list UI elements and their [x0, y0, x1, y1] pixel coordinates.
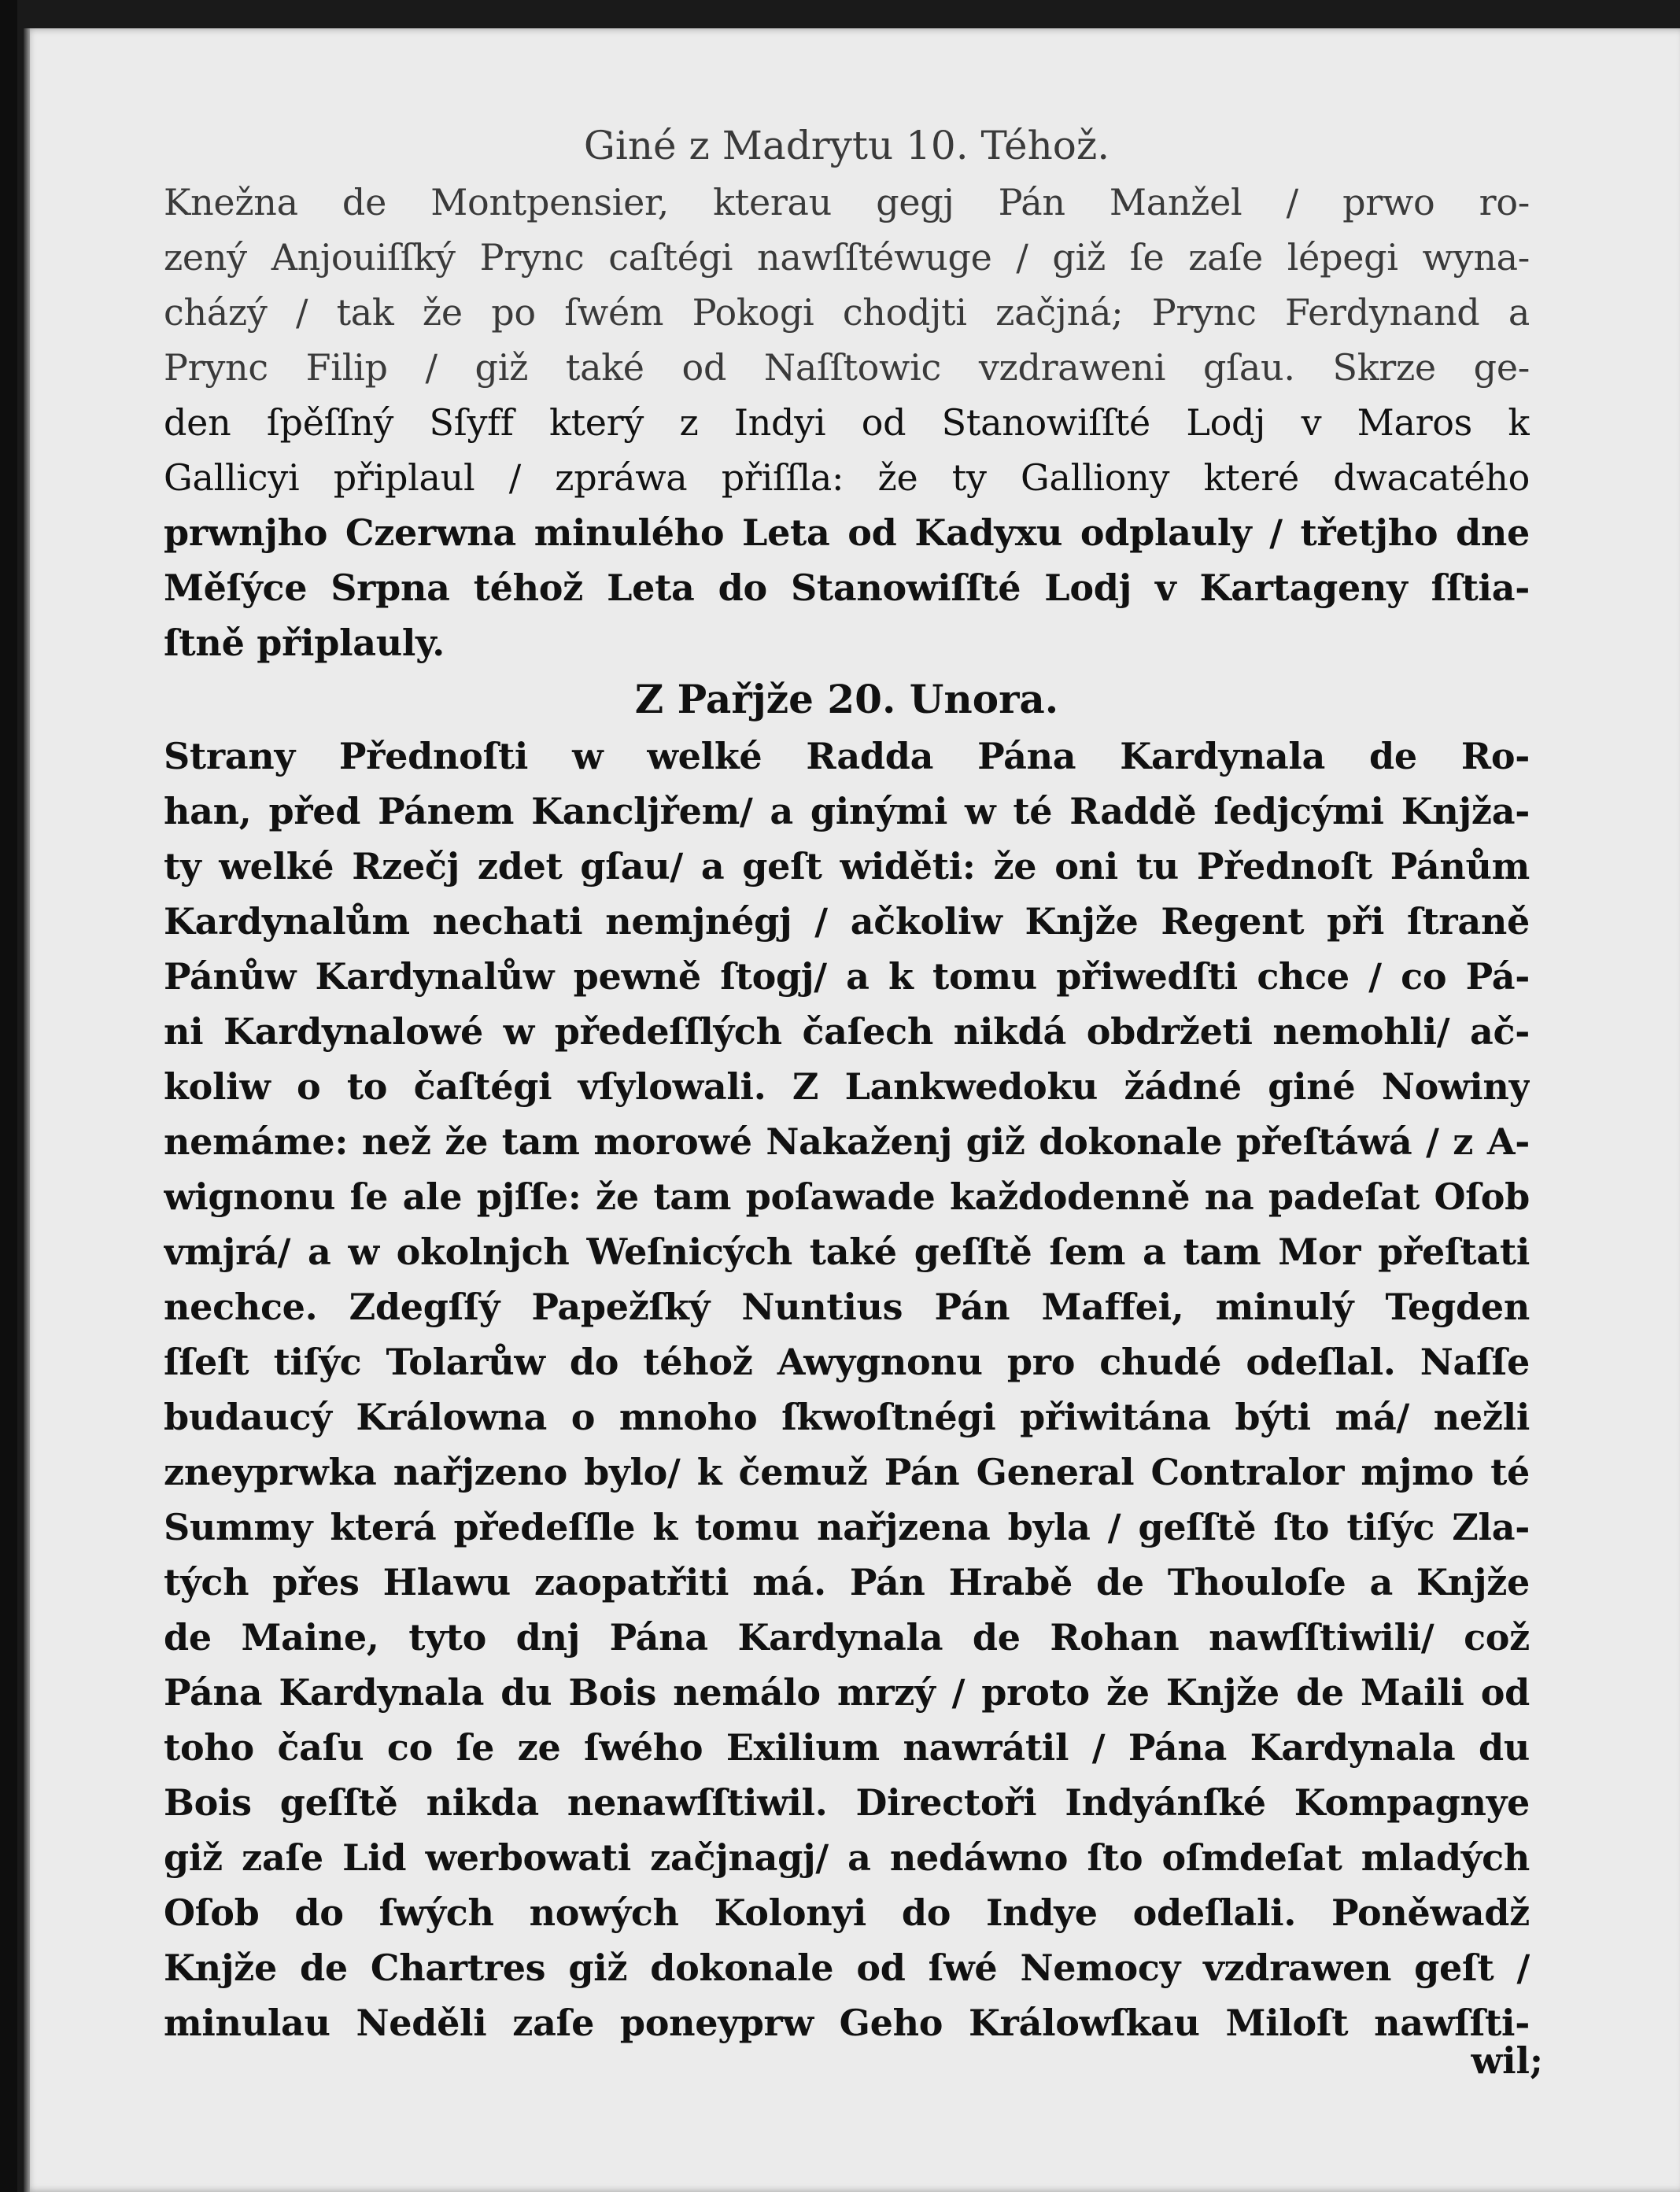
- text-line: minulau Neděli zaſe poneyprw Geho Králowſkau Miloſt nawſſti-: [164, 2002, 1530, 2044]
- text-line: Gallicyi připlaul / zpráwa přiſſla: že ty Galliony které dwacatého: [164, 456, 1530, 499]
- text-line: Knjže de Chartres giž dokonale od ſwé Nemocy vzdrawen geſt /: [164, 1947, 1530, 1989]
- text-line: Bois geſſtě nikda nenawſſtiwil. Directoři Indyánſké Kompagnye: [164, 1781, 1530, 1824]
- paragraph-paris: [164, 729, 1530, 2050]
- text-line: Kardynalům nechati nemjnégj / ačkoliw Knjže Regent při ſtraně: [164, 900, 1530, 943]
- text-line: prwnjho Czerwna minulého Leta od Kadyxu odplauly / třetjho dne: [164, 511, 1530, 554]
- text-line: de Maine, tyto dnj Pána Kardynala de Rohan nawſſtiwili/ což: [164, 1616, 1530, 1659]
- text-line: giž zaſe Lid werbowati začjnagj/ a nedáwno ſto oſmdeſat mladých: [164, 1836, 1530, 1879]
- paragraph-madrid: [164, 175, 1530, 670]
- text-line: Strany Přednoſti w welké Radda Pána Kardynala de Ro-: [164, 735, 1530, 777]
- text-line: budaucý Králowna o mnoho ſkwoſtnégi přiwitána býti má/ nežli: [164, 1396, 1530, 1438]
- text-line: ty welké Rzečj zdet gſau/ a geſt widěti: že oni tu Přednoſt Pánům: [164, 845, 1530, 888]
- text-line: wignonu ſe ale pjſſe: že tam poſawade každodenně na padeſat Oſob: [164, 1175, 1530, 1218]
- document-page: [24, 28, 1680, 2192]
- text-line: ni Kardynalowé w předeſſlých čaſech nikdá obdržeti nemohli/ ač-: [164, 1010, 1530, 1053]
- text-line: cházý / tak že po ſwém Pokogi chodjti začjná; Prync Ferdynand a: [164, 291, 1530, 334]
- text-line: koliw o to čaſtégi vſylowali. Z Lankwedoku žádné giné Nowiny: [164, 1065, 1530, 1108]
- text-line: ſtně připlauly.: [164, 622, 445, 664]
- text-line: Knežna de Montpensier, kterau gegj Pán Manžel / prwo ro-: [164, 181, 1530, 223]
- text-line: Oſob do ſwých nowých Kolonyi do Indye odeſlali. Poněwadž: [164, 1891, 1530, 1934]
- text-line: Pána Kardynala du Bois nemálo mrzý / proto že Knjže de Maili od: [164, 1671, 1530, 1714]
- text-line: han, před Pánem Kancljřem/ a ginými w té Raddě ſedjcými Knjža-: [164, 790, 1530, 832]
- text-line: toho čaſu co ſe ze ſwého Exilium nawrátil / Pána Kardynala du: [164, 1726, 1530, 1769]
- text-line: tých přes Hlawu zaopatřiti má. Pán Hrabě de Thouloſe a Knjže: [164, 1561, 1530, 1603]
- text-line: ſſeſt tiſýc Tolarůw do téhož Awygnonu pro chudé odeſlal. Naſſe: [164, 1341, 1530, 1383]
- section-heading-paris: Z Pařjže 20. Unora.: [634, 676, 1059, 722]
- text-line: vmjrá/ a w okolnjch Weſnicých také geſſtě ſem a tam Mor přeſtati: [164, 1231, 1530, 1273]
- text-line: Pánůw Kardynalůw pewně ſtogj/ a k tomu přiwedſti chce / co Pá-: [164, 955, 1530, 998]
- text-line: nemáme: než že tam morowé Nakaženj giž dokonale přeſtáwá / z A-: [164, 1120, 1530, 1163]
- scanner-top-strip: [0, 0, 1680, 31]
- text-line: Prync Filip / giž také od Naſſtowic vzdraweni gſau. Skrze ge-: [164, 346, 1530, 389]
- text-line: nechce. Zdegſſý Papežſký Nuntius Pán Maffei, minulý Tegden: [164, 1286, 1530, 1328]
- section-heading-madrid: Giné z Madrytu 10. Téhož.: [583, 123, 1110, 168]
- text-line: Summy která předeſſle k tomu nařjzena byla / geſſtě ſto tiſýc Zla-: [164, 1506, 1530, 1548]
- text-line: Měſýce Srpna téhož Leta do Stanowiſſté Lodj v Kartageny ſſtia-: [164, 566, 1530, 609]
- text-line: den ſpěſſný Sſyff který z Indyi od Stanowiſſté Lodj v Maros k: [164, 401, 1530, 444]
- text-line: zneyprwka nařjzeno bylo/ k čemuž Pán General Contralor mjmo té: [164, 1451, 1530, 1493]
- page-shadow-edge: [24, 28, 30, 2192]
- text-line: zený Anjouiſſký Prync caſtégi nawſſtéwuge / giž ſe zaſe lépegi wyna-: [164, 236, 1530, 279]
- catchword: wil;: [1471, 2039, 1543, 2082]
- book-binding-edge: [0, 0, 17, 2192]
- text-block: [164, 116, 1530, 2050]
